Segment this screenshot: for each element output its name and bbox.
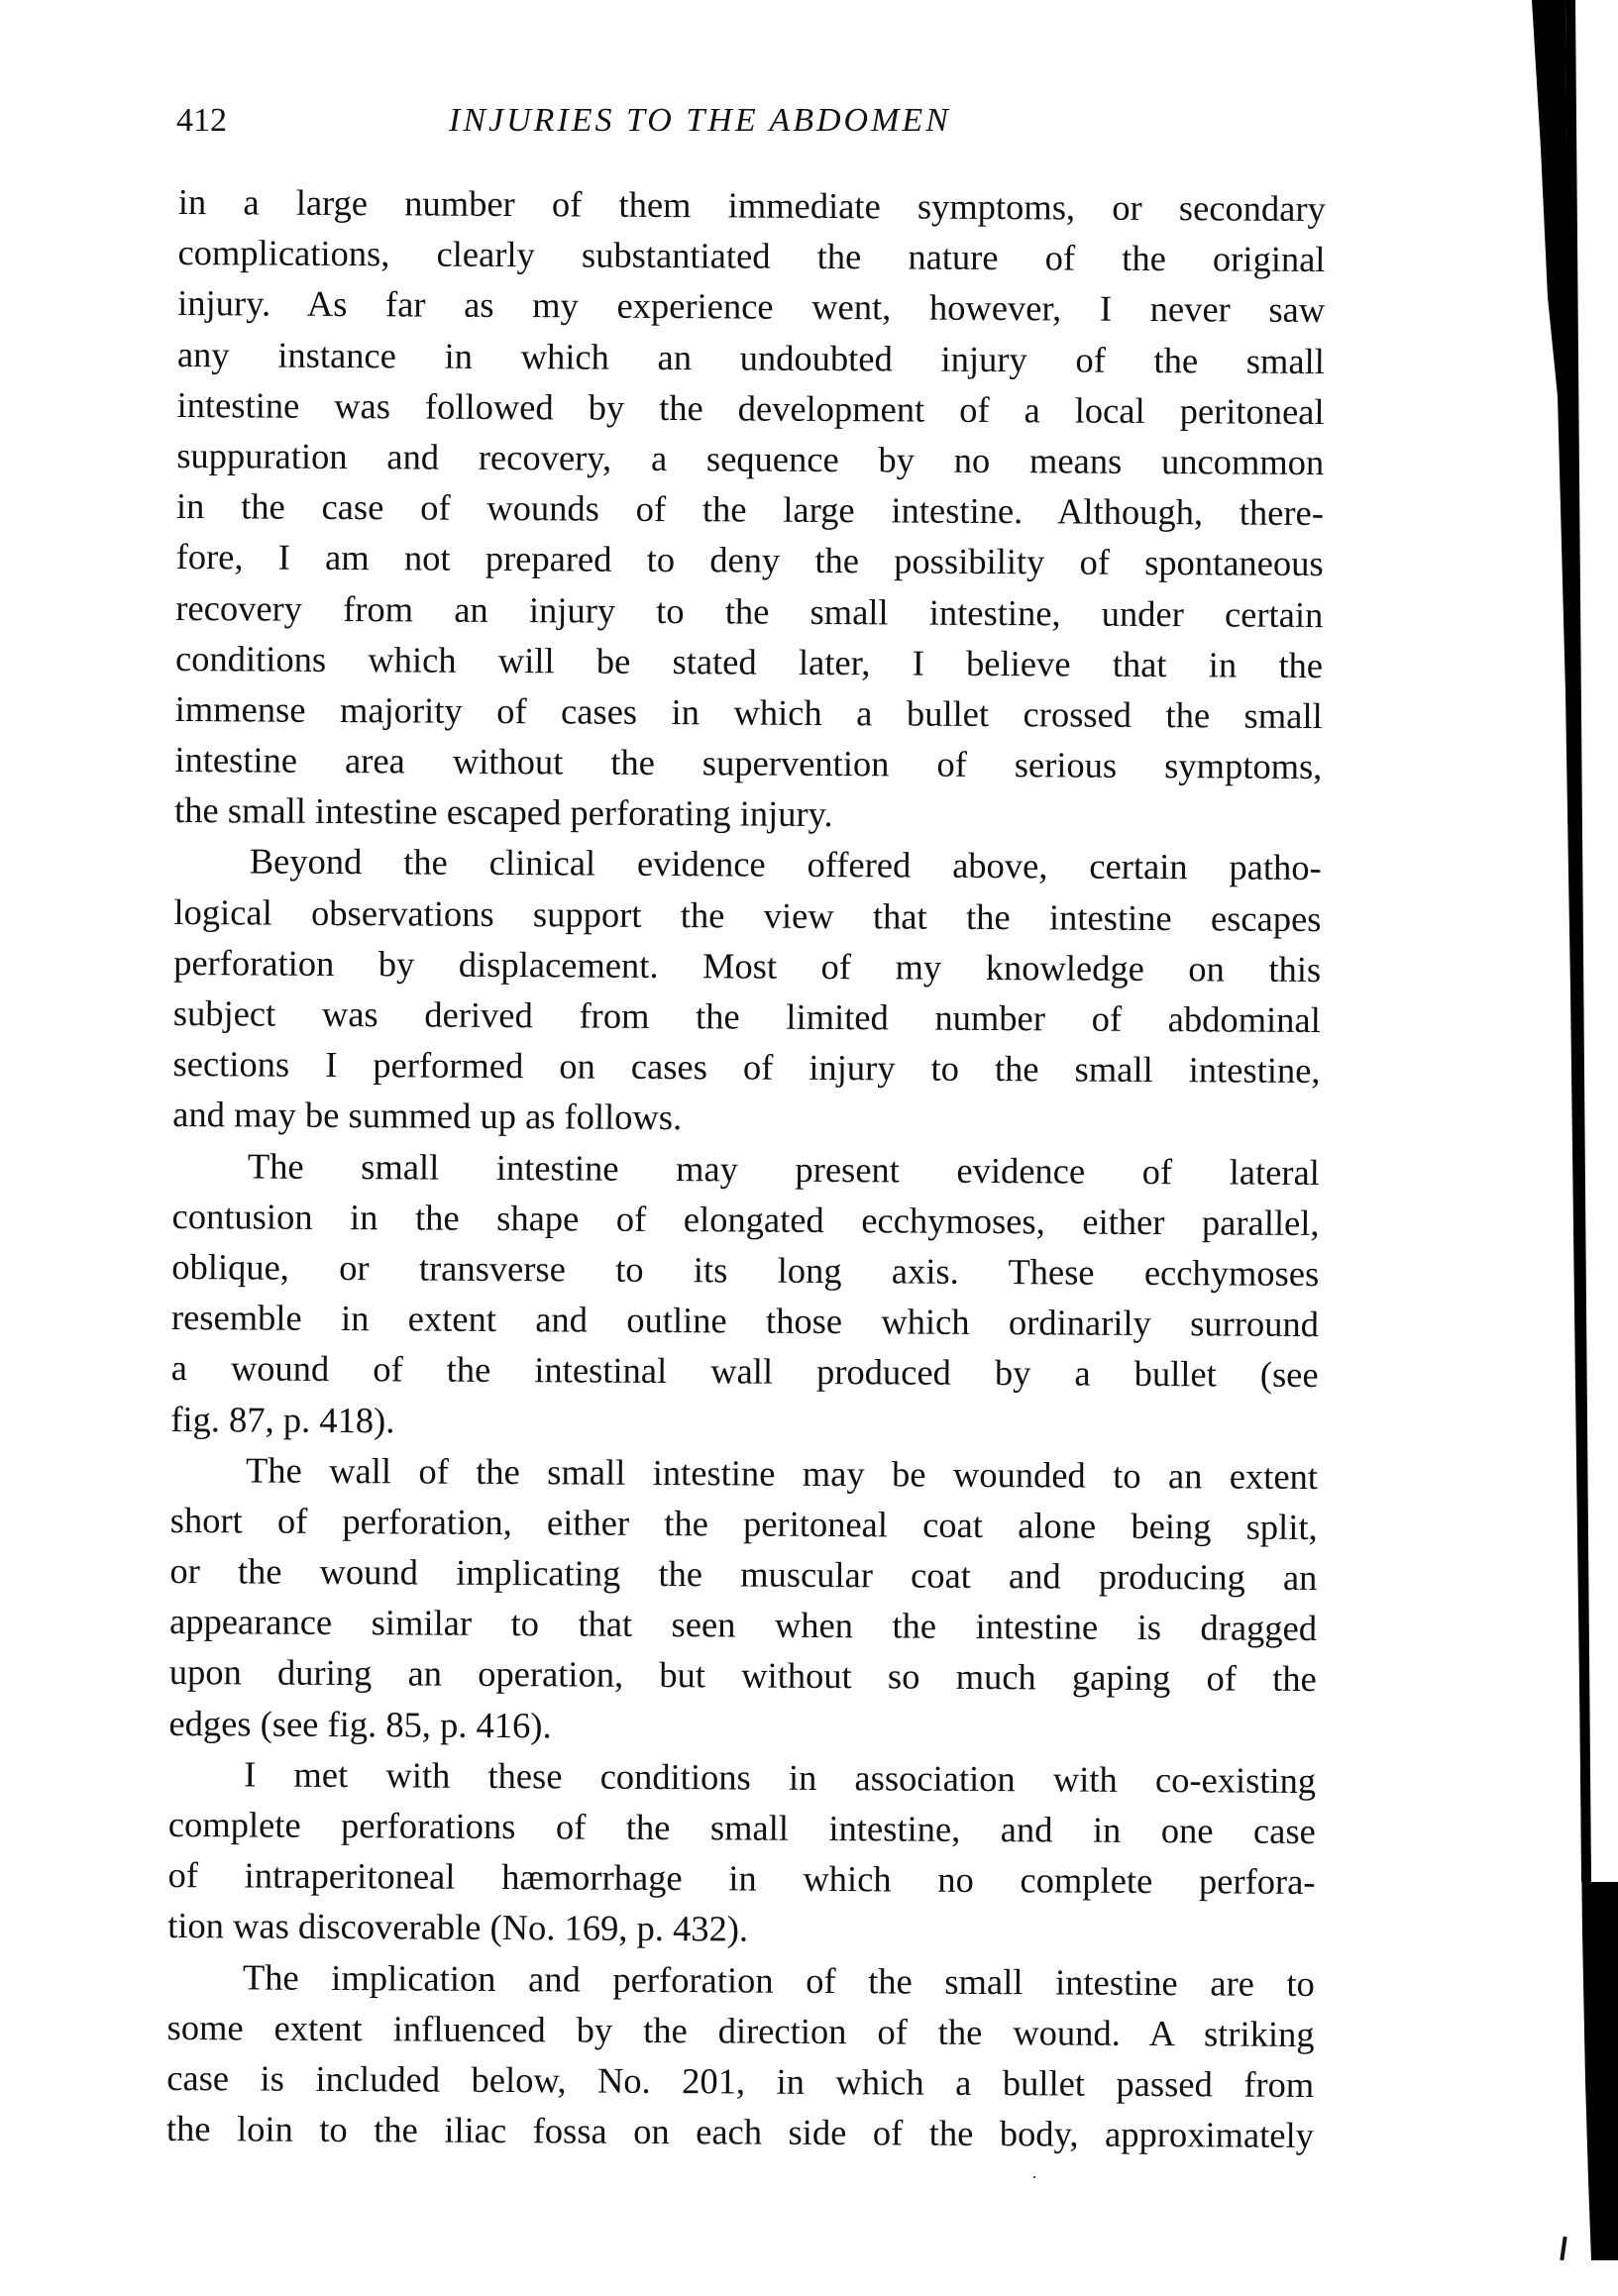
text-line: fig. 87, p. 418).	[170, 1398, 395, 1440]
text-line: any instance in which an undoubted injury of the small	[176, 333, 1326, 381]
body-text	[166, 176, 1326, 2160]
text-line: complications, clearly substantiated the nature of the original	[177, 232, 1326, 280]
text-line: I met with these conditions in association with co-existing	[244, 1753, 1317, 1801]
scan-artifact	[1560, 2237, 1566, 2260]
scan-artifact	[1033, 2176, 1035, 2178]
text-line: oblique, or transverse to its long axis. These ecchymoses	[171, 1245, 1320, 1294]
text-line: suppuration and recovery, a sequence by no means uncommon	[176, 434, 1325, 483]
text-line: resemble in extent and outline those which ordinarily surround	[170, 1297, 1320, 1345]
page-number: 412	[176, 102, 227, 139]
text-line: immense majority of cases in which a bullet crossed the small	[174, 687, 1323, 736]
paragraph	[172, 835, 1322, 1146]
text-line: short of perforation, either the peritoneal coat alone being split,	[169, 1499, 1318, 1547]
text-line: The small intestine may present evidence of lateral	[247, 1145, 1321, 1193]
text-line: subject was derived from the limited number of abdominal	[172, 991, 1321, 1041]
text-line: some extent influenced by the direction of the wound. A striking	[166, 2006, 1315, 2054]
text-line: appearance similar to that seen when the intestine is dragged	[168, 1601, 1318, 1649]
text-line: in a large number of them immediate symptoms, or secondary	[177, 180, 1326, 230]
text-line: complete perforations of the small intestine, and in one case	[167, 1803, 1316, 1852]
text-line: and may be summed up as follows.	[172, 1094, 683, 1138]
text-line: perforation by displacement. Most of my knowledge on this	[173, 941, 1322, 990]
paragraph	[166, 1951, 1315, 2161]
text-line: in the case of wounds of the large intestine. Although, there-	[175, 485, 1325, 534]
text-line: recovery from an injury to the small intestine, under certain	[175, 586, 1324, 635]
text-line: intestine was followed by the development of a local peritoneal	[176, 383, 1325, 432]
paragraph	[174, 176, 1326, 842]
text-line: or the wound implicating the muscular coat and producing an	[169, 1550, 1318, 1599]
text-line: The implication and perforation of the small intestine are to	[242, 1955, 1316, 2004]
text-line: injury. As far as my experience went, however, I never saw	[177, 282, 1326, 331]
paragraph	[167, 1748, 1316, 1958]
text-line: the loin to the iliac fossa on each side of the body, approximately	[165, 2108, 1315, 2156]
paragraph	[168, 1444, 1318, 1755]
paragraph	[170, 1140, 1320, 1451]
text-line: a wound of the intestinal wall produced by a bullet (see	[170, 1347, 1319, 1396]
running-title: INJURIES TO THE ABDOMEN	[449, 102, 951, 139]
running-header	[176, 99, 1326, 143]
text-line: edges (see fig. 85, p. 416).	[168, 1702, 552, 1745]
text-line: The wall of the small intestine may be wounded to an extent	[245, 1449, 1319, 1497]
text-line: contusion in the shape of elongated ecchymoses, either parallel,	[171, 1195, 1320, 1243]
text-line: upon during an operation, but without so much gaping of the	[168, 1651, 1317, 1700]
text-line: the small intestine escaped perforating injury.	[173, 789, 833, 835]
text-line: Beyond the clinical evidence offered above, certain patho-	[249, 840, 1322, 888]
text-line: sections I performed on cases of injury to the small intestine,	[172, 1043, 1321, 1092]
text-line: intestine area without the supervention of serious symptoms,	[174, 739, 1323, 787]
text-line: tion was discoverable (No. 169, p. 432).	[167, 1905, 749, 1949]
text-line: of intraperitoneal hæmorrhage in which no complete perfora-	[167, 1854, 1316, 1903]
text-line: conditions which will be stated later, I believe that in the	[174, 637, 1324, 685]
text-line: fore, I am not prepared to deny the possibility of spontaneous	[175, 536, 1324, 584]
text-line: case is included below, No. 201, in which a bullet passed from	[166, 2056, 1315, 2105]
text-line: logical observations support the view that the intestine escapes	[173, 890, 1322, 939]
